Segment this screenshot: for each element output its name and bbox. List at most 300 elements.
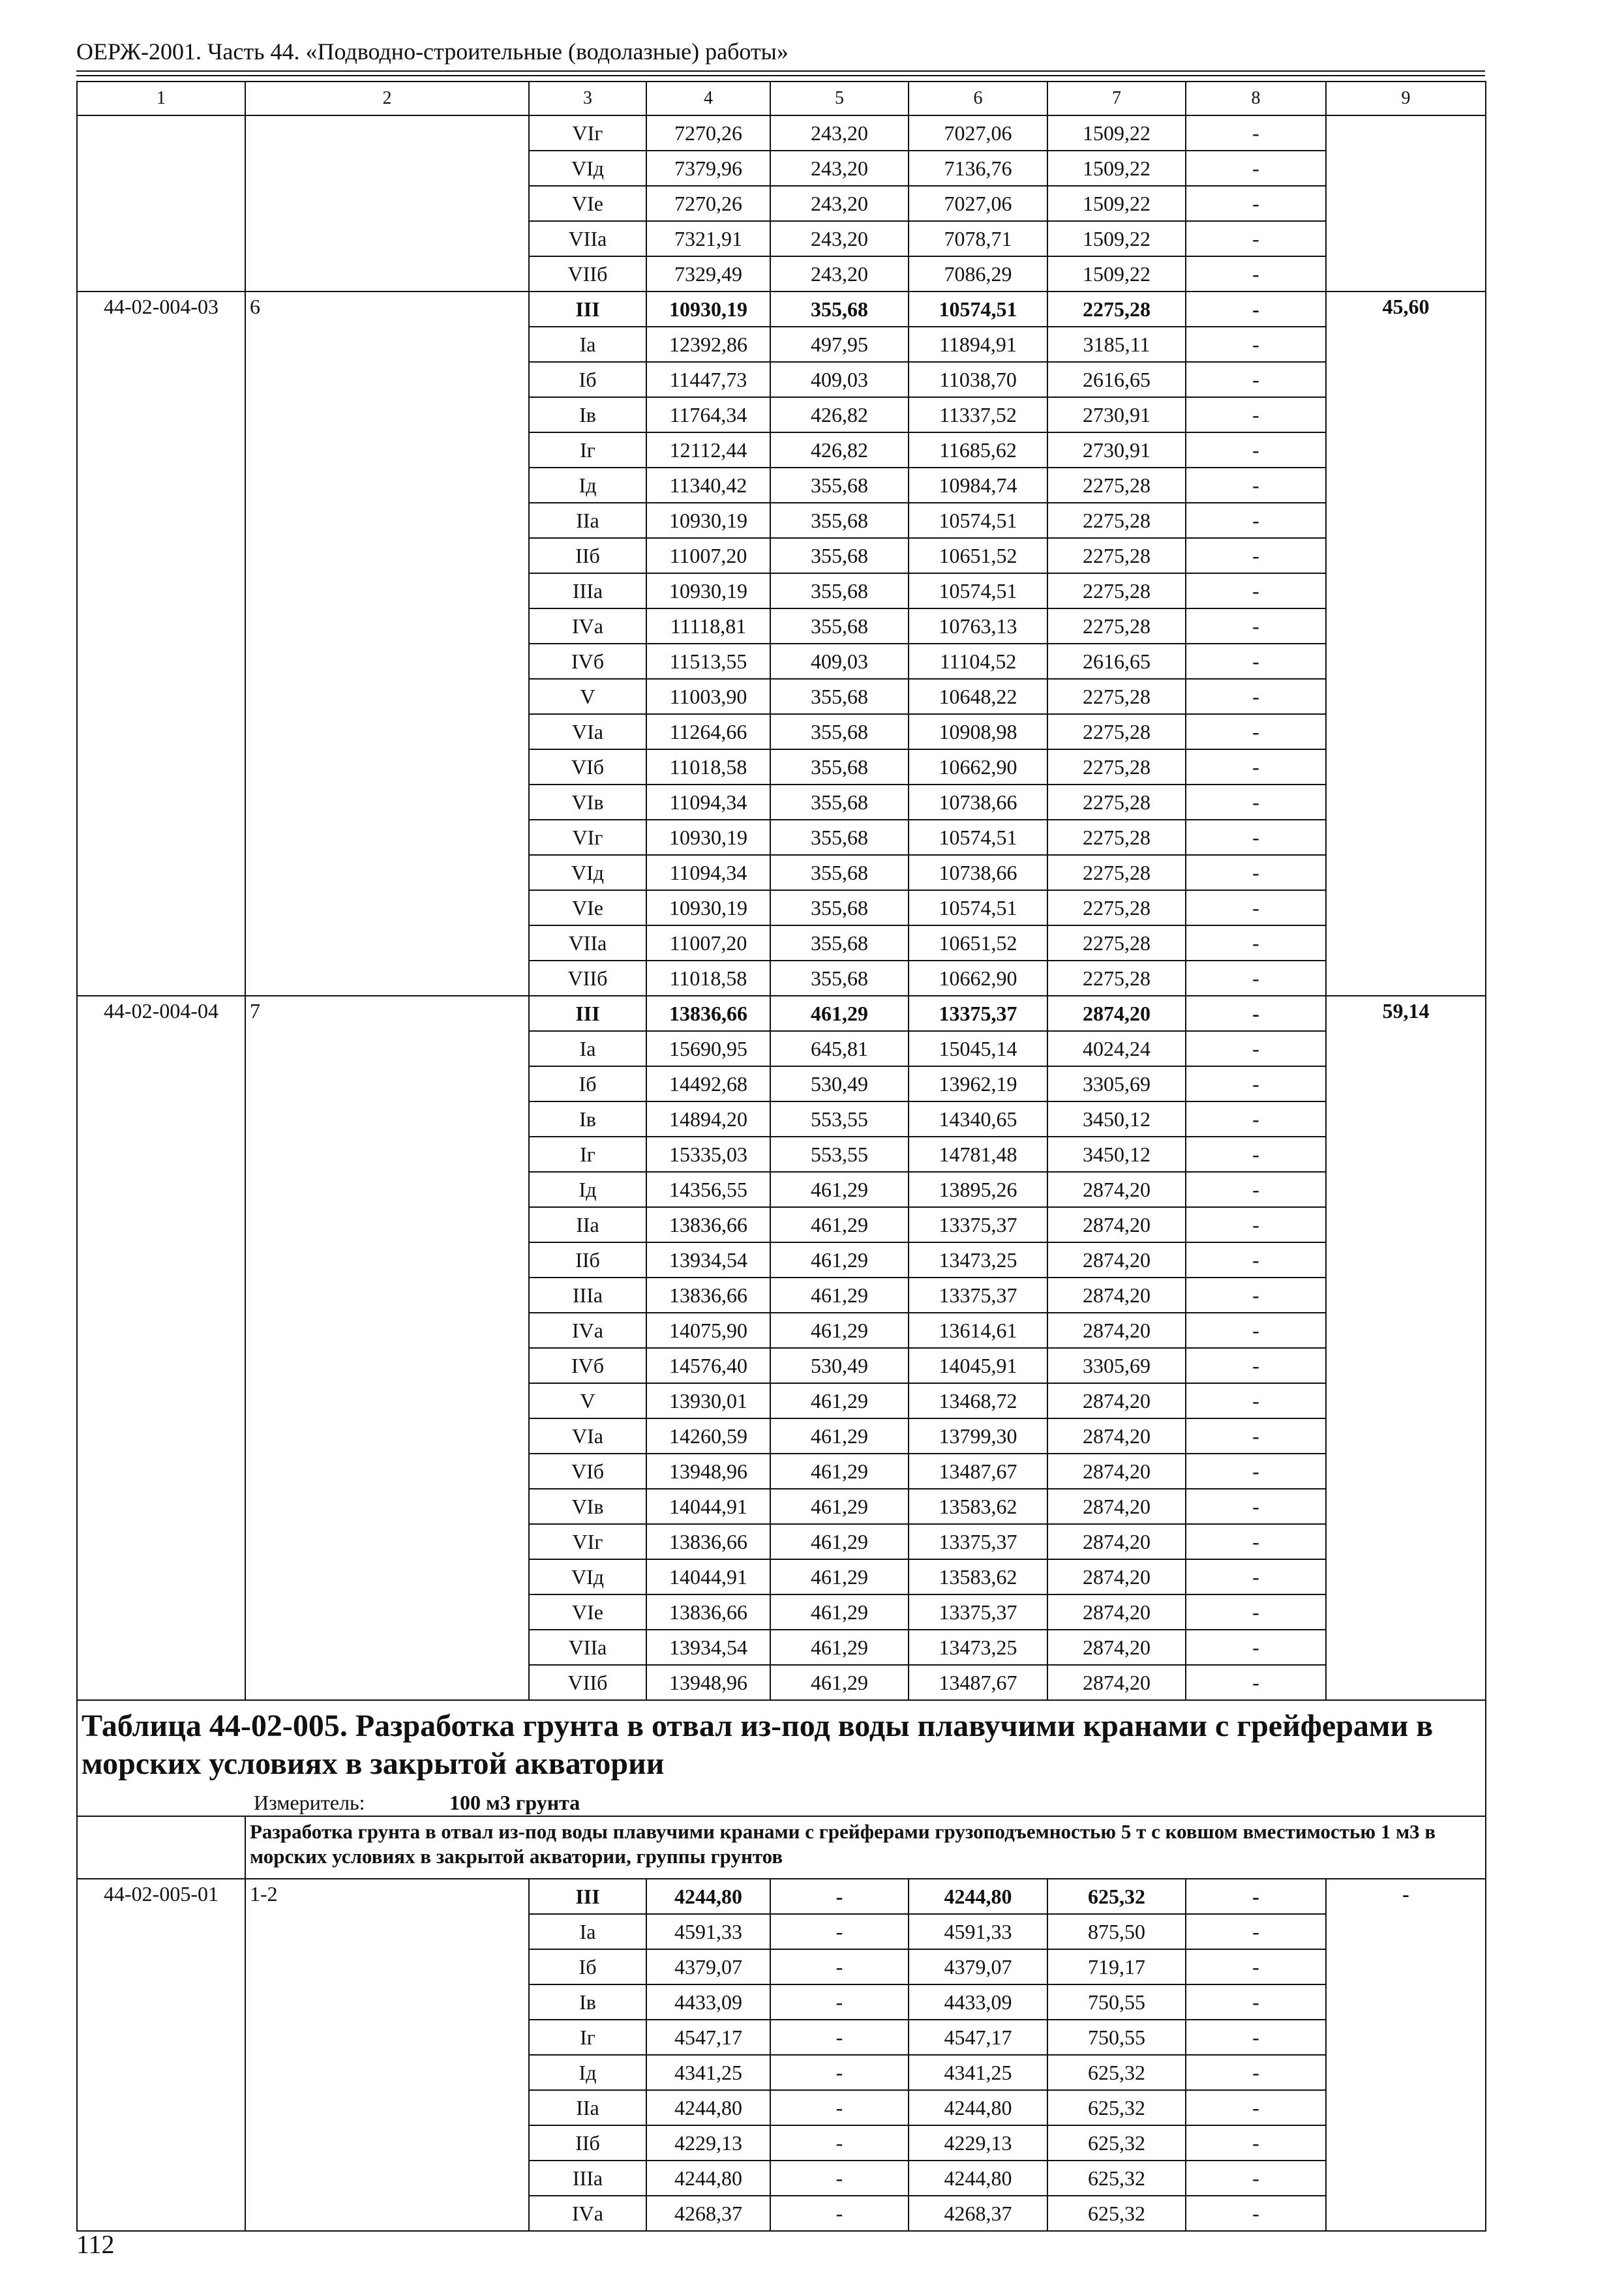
rate-name-cell: 1-2 bbox=[245, 1879, 529, 2231]
table-cell: 409,03 bbox=[770, 362, 909, 397]
table-cell: 4244,80 bbox=[646, 1879, 770, 1914]
table-cell: 11007,20 bbox=[646, 925, 770, 961]
header-rule-top bbox=[76, 70, 1485, 72]
table-cell: 355,68 bbox=[770, 503, 909, 538]
table-cell: Iв bbox=[529, 397, 646, 432]
table-cell: VIб bbox=[529, 1454, 646, 1489]
table-cell: 13836,66 bbox=[646, 1278, 770, 1313]
table-cell: 13614,61 bbox=[909, 1313, 1047, 1348]
table-cell: 461,29 bbox=[770, 1524, 909, 1559]
table-cell: VIд bbox=[529, 855, 646, 890]
column-number-cell: 3 bbox=[529, 82, 646, 115]
table-cell: - bbox=[1186, 608, 1326, 644]
table-cell: - bbox=[1186, 1914, 1326, 1949]
table-cell: 2275,28 bbox=[1047, 890, 1186, 925]
table-cell: 2275,28 bbox=[1047, 785, 1186, 820]
table-cell: 11894,91 bbox=[909, 327, 1047, 362]
table-cell: 750,55 bbox=[1047, 1984, 1186, 2020]
table-cell: Iб bbox=[529, 1949, 646, 1984]
table-cell: 243,20 bbox=[770, 115, 909, 151]
table-cell: - bbox=[1186, 2090, 1326, 2125]
table-cell: 1509,22 bbox=[1047, 151, 1186, 186]
table-cell: 2275,28 bbox=[1047, 538, 1186, 573]
table-cell: 3305,69 bbox=[1047, 1348, 1186, 1383]
table-cell: 2275,28 bbox=[1047, 468, 1186, 503]
column-number-cell: 5 bbox=[770, 82, 909, 115]
table-cell: 625,32 bbox=[1047, 2196, 1186, 2231]
column-number-cell: 7 bbox=[1047, 82, 1186, 115]
page-number: 112 bbox=[76, 2230, 115, 2259]
table-cell: 4433,09 bbox=[646, 1984, 770, 2020]
table-cell: 10930,19 bbox=[646, 503, 770, 538]
table-cell: 11104,52 bbox=[909, 644, 1047, 679]
table-cell: 13375,37 bbox=[909, 1594, 1047, 1630]
table-cell: 625,32 bbox=[1047, 1879, 1186, 1914]
table-cell: - bbox=[1186, 1665, 1326, 1700]
table-cell: 7086,29 bbox=[909, 256, 1047, 292]
table-cell: 13895,26 bbox=[909, 1172, 1047, 1207]
table-cell: 3450,12 bbox=[1047, 1101, 1186, 1137]
table-cell: 10763,13 bbox=[909, 608, 1047, 644]
table-row bbox=[77, 996, 1486, 1031]
table-cell: IIIа bbox=[529, 1278, 646, 1313]
table-cell: - bbox=[1186, 996, 1326, 1031]
table-cell: 10930,19 bbox=[646, 292, 770, 327]
table-cell: - bbox=[1186, 1559, 1326, 1594]
table-cell: - bbox=[1186, 1172, 1326, 1207]
table-cell: IVа bbox=[529, 1313, 646, 1348]
table-cell: - bbox=[1186, 1524, 1326, 1559]
table-cell: 355,68 bbox=[770, 749, 909, 785]
table-cell: Iд bbox=[529, 468, 646, 503]
table-cell: 4244,80 bbox=[909, 2090, 1047, 2125]
table-cell: 530,49 bbox=[770, 1066, 909, 1101]
column-number-cell: 2 bbox=[245, 82, 529, 115]
table-cell: 2730,91 bbox=[1047, 432, 1186, 468]
table-cell: 4268,37 bbox=[646, 2196, 770, 2231]
table-cell: 4433,09 bbox=[909, 1984, 1047, 2020]
table-cell: 10574,51 bbox=[909, 292, 1047, 327]
table-cell: 13468,72 bbox=[909, 1383, 1047, 1418]
table-cell: 13799,30 bbox=[909, 1418, 1047, 1454]
table-cell: 355,68 bbox=[770, 538, 909, 573]
table-cell: VIв bbox=[529, 785, 646, 820]
table-cell: 1509,22 bbox=[1047, 115, 1186, 151]
table-cell: VIа bbox=[529, 1418, 646, 1454]
table-cell: 11094,34 bbox=[646, 785, 770, 820]
table-cell: 11264,66 bbox=[646, 714, 770, 749]
table-cell: 10908,98 bbox=[909, 714, 1047, 749]
table-cell: 10930,19 bbox=[646, 820, 770, 855]
table-cell: VIг bbox=[529, 1524, 646, 1559]
table-cell: 355,68 bbox=[770, 679, 909, 714]
table-cell: III bbox=[529, 1879, 646, 1914]
table-cell: VIе bbox=[529, 890, 646, 925]
table-cell: 553,55 bbox=[770, 1137, 909, 1172]
table-cell: - bbox=[770, 1879, 909, 1914]
table-cell: 243,20 bbox=[770, 256, 909, 292]
table-cell: - bbox=[1186, 115, 1326, 151]
table-cell: 10574,51 bbox=[909, 503, 1047, 538]
table-cell: VIа bbox=[529, 714, 646, 749]
measure-line bbox=[82, 1790, 1480, 1815]
table-cell: 7027,06 bbox=[909, 115, 1047, 151]
table-cell: 13934,54 bbox=[646, 1242, 770, 1278]
table-cell: 2874,20 bbox=[1047, 1630, 1186, 1665]
table-cell: - bbox=[1186, 1242, 1326, 1278]
table-cell: 461,29 bbox=[770, 1172, 909, 1207]
table-cell: 10574,51 bbox=[909, 820, 1047, 855]
table-cell: IIIа bbox=[529, 573, 646, 608]
table-cell: 355,68 bbox=[770, 890, 909, 925]
table-cell: VIIа bbox=[529, 1630, 646, 1665]
table-cell: - bbox=[1186, 1348, 1326, 1383]
rate-code-cell bbox=[77, 115, 245, 292]
rate-code-cell: 44-02-004-03 bbox=[77, 292, 245, 996]
table-cell: 4229,13 bbox=[909, 2125, 1047, 2161]
table-cell: 13948,96 bbox=[646, 1454, 770, 1489]
table-cell: VIIа bbox=[529, 925, 646, 961]
table-cell: 11685,62 bbox=[909, 432, 1047, 468]
rate-col9-cell bbox=[1326, 115, 1486, 292]
table-cell: V bbox=[529, 1383, 646, 1418]
table-cell: 2275,28 bbox=[1047, 679, 1186, 714]
table-cell: Iа bbox=[529, 1031, 646, 1066]
table-cell: - bbox=[1186, 151, 1326, 186]
section-description: Разработка грунта в отвал из-под воды плавучими кранами с грейферами грузоподъемностью 5 т с ковшом вместимостью 1 м3 в морских условиях в закрытой акватории, группы грунтов bbox=[245, 1816, 1486, 1879]
table-cell: 13836,66 bbox=[646, 996, 770, 1031]
table-cell: 461,29 bbox=[770, 1454, 909, 1489]
table-cell: - bbox=[1186, 327, 1326, 362]
table-cell: IIIа bbox=[529, 2161, 646, 2196]
table-cell: 2275,28 bbox=[1047, 573, 1186, 608]
table-cell: 2730,91 bbox=[1047, 397, 1186, 432]
column-number-cell: 1 bbox=[77, 82, 245, 115]
table-cell: - bbox=[1186, 644, 1326, 679]
table-cell: 15045,14 bbox=[909, 1031, 1047, 1066]
table-cell: - bbox=[1186, 1489, 1326, 1524]
table-cell: - bbox=[1186, 538, 1326, 573]
table-cell: 13487,67 bbox=[909, 1454, 1047, 1489]
table-cell: - bbox=[1186, 1066, 1326, 1101]
table-cell: 4244,80 bbox=[909, 2161, 1047, 2196]
column-number-cell: 9 bbox=[1326, 82, 1486, 115]
table-cell: 461,29 bbox=[770, 1313, 909, 1348]
table-cell: - bbox=[1186, 573, 1326, 608]
rate-col9-cell: 59,14 bbox=[1326, 996, 1486, 1700]
table-cell: - bbox=[770, 1949, 909, 1984]
table-cell: 11118,81 bbox=[646, 608, 770, 644]
table-cell: 2874,20 bbox=[1047, 1207, 1186, 1242]
table-cell: - bbox=[1186, 925, 1326, 961]
table-cell: 10930,19 bbox=[646, 573, 770, 608]
table-cell: 4268,37 bbox=[909, 2196, 1047, 2231]
table-cell: 13948,96 bbox=[646, 1665, 770, 1700]
table-cell: 10651,52 bbox=[909, 538, 1047, 573]
table-cell: 7136,76 bbox=[909, 151, 1047, 186]
page-header-title: ОЕРЖ-2001. Часть 44. «Подводно-строительные (водолазные) работы» bbox=[76, 38, 789, 65]
section-title: Таблица 44-02-005. Разработка грунта в отвал из-под воды плавучими кранами с грейферами в морских условиях в закрытой акватории bbox=[82, 1709, 1434, 1781]
table-cell: 243,20 bbox=[770, 151, 909, 186]
table-cell: 4591,33 bbox=[909, 1914, 1047, 1949]
table-cell: 1509,22 bbox=[1047, 221, 1186, 256]
table-cell: Iв bbox=[529, 1984, 646, 2020]
table-cell: VIд bbox=[529, 151, 646, 186]
table-cell: 875,50 bbox=[1047, 1914, 1186, 1949]
table-cell: 625,32 bbox=[1047, 2161, 1186, 2196]
table-cell: 4547,17 bbox=[909, 2020, 1047, 2055]
table-cell: 11018,58 bbox=[646, 749, 770, 785]
table-cell: 4229,13 bbox=[646, 2125, 770, 2161]
table-cell: 461,29 bbox=[770, 1665, 909, 1700]
table-cell: - bbox=[1186, 2125, 1326, 2161]
table-cell: 13836,66 bbox=[646, 1594, 770, 1630]
table-cell: - bbox=[1186, 1454, 1326, 1489]
table-cell: - bbox=[770, 1914, 909, 1949]
table-cell: Iг bbox=[529, 1137, 646, 1172]
table-cell: - bbox=[1186, 1031, 1326, 1066]
table-cell: 14260,59 bbox=[646, 1418, 770, 1454]
table-cell: 461,29 bbox=[770, 1559, 909, 1594]
table-cell: 13836,66 bbox=[646, 1207, 770, 1242]
table-cell: III bbox=[529, 292, 646, 327]
table-cell: 7270,26 bbox=[646, 186, 770, 221]
table-cell: 10648,22 bbox=[909, 679, 1047, 714]
header-rule-bottom bbox=[76, 75, 1485, 76]
table-cell: 2874,20 bbox=[1047, 1489, 1186, 1524]
section-description-row bbox=[77, 1816, 1486, 1879]
table-cell: - bbox=[1186, 1101, 1326, 1137]
table-cell: - bbox=[770, 1984, 909, 2020]
table-cell: 14045,91 bbox=[909, 1348, 1047, 1383]
table-cell: 625,32 bbox=[1047, 2055, 1186, 2090]
table-cell: 11513,55 bbox=[646, 644, 770, 679]
table-cell: 243,20 bbox=[770, 221, 909, 256]
table-cell: 2874,20 bbox=[1047, 1242, 1186, 1278]
table-cell: 11764,34 bbox=[646, 397, 770, 432]
table-cell: 10651,52 bbox=[909, 925, 1047, 961]
table-cell: 2275,28 bbox=[1047, 608, 1186, 644]
description-blank-cell bbox=[77, 1816, 245, 1879]
table-cell: 4341,25 bbox=[646, 2055, 770, 2090]
table-cell: VIг bbox=[529, 820, 646, 855]
table-cell: 4024,24 bbox=[1047, 1031, 1186, 1066]
table-cell: 11094,34 bbox=[646, 855, 770, 890]
table-cell: 4547,17 bbox=[646, 2020, 770, 2055]
table-cell: 11038,70 bbox=[909, 362, 1047, 397]
table-cell: 2874,20 bbox=[1047, 1172, 1186, 1207]
table-cell: - bbox=[1186, 1879, 1326, 1914]
table-cell: 11340,42 bbox=[646, 468, 770, 503]
table-cell: 2874,20 bbox=[1047, 1524, 1186, 1559]
table-cell: 355,68 bbox=[770, 785, 909, 820]
table-cell: 3185,11 bbox=[1047, 327, 1186, 362]
column-number-cell: 6 bbox=[909, 82, 1047, 115]
table-cell: - bbox=[1186, 749, 1326, 785]
section-title-row bbox=[77, 1700, 1486, 1816]
table-cell: 243,20 bbox=[770, 186, 909, 221]
rate-col9-cell: - bbox=[1326, 1879, 1486, 2231]
table-cell: 4244,80 bbox=[646, 2090, 770, 2125]
measure-label: Измеритель: bbox=[254, 1791, 365, 1815]
table-row bbox=[77, 115, 1486, 151]
rate-code-cell: 44-02-005-01 bbox=[77, 1879, 245, 2231]
table-cell: IIб bbox=[529, 538, 646, 573]
table-cell: - bbox=[1186, 397, 1326, 432]
table-cell: VIIб bbox=[529, 961, 646, 996]
table-cell: 4591,33 bbox=[646, 1914, 770, 1949]
table-cell: Iд bbox=[529, 2055, 646, 2090]
table-cell: 355,68 bbox=[770, 468, 909, 503]
table-cell: 461,29 bbox=[770, 1418, 909, 1454]
table-cell: 14492,68 bbox=[646, 1066, 770, 1101]
table-cell: 10662,90 bbox=[909, 961, 1047, 996]
table-cell: 2874,20 bbox=[1047, 1383, 1186, 1418]
table-cell: 2874,20 bbox=[1047, 1418, 1186, 1454]
table-cell: - bbox=[1186, 1949, 1326, 1984]
table-cell: - bbox=[770, 2090, 909, 2125]
table-cell: 14576,40 bbox=[646, 1348, 770, 1383]
table-cell: 2874,20 bbox=[1047, 1454, 1186, 1489]
table-cell: - bbox=[1186, 221, 1326, 256]
table-cell: III bbox=[529, 996, 646, 1031]
table-row bbox=[77, 292, 1486, 327]
table-cell: Iа bbox=[529, 327, 646, 362]
table-cell: 2874,20 bbox=[1047, 1278, 1186, 1313]
table-cell: - bbox=[1186, 1630, 1326, 1665]
table-cell: 13930,01 bbox=[646, 1383, 770, 1418]
table-cell: 553,55 bbox=[770, 1101, 909, 1137]
table-cell: 10984,74 bbox=[909, 468, 1047, 503]
table-cell: VIIб bbox=[529, 256, 646, 292]
table-cell: - bbox=[1186, 1313, 1326, 1348]
table-cell: 14044,91 bbox=[646, 1489, 770, 1524]
table-cell: - bbox=[1186, 1278, 1326, 1313]
table-cell: VIб bbox=[529, 749, 646, 785]
table-cell: 2275,28 bbox=[1047, 961, 1186, 996]
table-cell: VIв bbox=[529, 1489, 646, 1524]
table-cell: IIб bbox=[529, 1242, 646, 1278]
table-cell: 13934,54 bbox=[646, 1630, 770, 1665]
table-cell: Iг bbox=[529, 2020, 646, 2055]
table-cell: 13487,67 bbox=[909, 1665, 1047, 1700]
table-cell: 4341,25 bbox=[909, 2055, 1047, 2090]
table-cell: 7270,26 bbox=[646, 115, 770, 151]
rate-name-cell bbox=[245, 115, 529, 292]
table-cell: IIа bbox=[529, 2090, 646, 2125]
rate-code-cell: 44-02-004-04 bbox=[77, 996, 245, 1700]
table-cell: 719,17 bbox=[1047, 1949, 1186, 1984]
table-cell: 625,32 bbox=[1047, 2090, 1186, 2125]
table-cell: 2616,65 bbox=[1047, 644, 1186, 679]
section-title-cell bbox=[77, 1700, 1486, 1816]
table-cell: 7027,06 bbox=[909, 186, 1047, 221]
table-cell: 461,29 bbox=[770, 1383, 909, 1418]
table-cell: Iб bbox=[529, 1066, 646, 1101]
table-cell: VIIа bbox=[529, 221, 646, 256]
table-cell: 4379,07 bbox=[909, 1949, 1047, 1984]
table-cell: 4244,80 bbox=[909, 1879, 1047, 1914]
table-cell: 10662,90 bbox=[909, 749, 1047, 785]
table-cell: 355,68 bbox=[770, 573, 909, 608]
table-cell: - bbox=[770, 2196, 909, 2231]
table-cell: - bbox=[1186, 432, 1326, 468]
table-cell: 426,82 bbox=[770, 432, 909, 468]
table-cell: 355,68 bbox=[770, 855, 909, 890]
table-cell: 13473,25 bbox=[909, 1630, 1047, 1665]
table-cell: 13473,25 bbox=[909, 1242, 1047, 1278]
column-number-row bbox=[77, 82, 1486, 115]
table-cell: 2616,65 bbox=[1047, 362, 1186, 397]
table-cell: 13375,37 bbox=[909, 1524, 1047, 1559]
table-cell: IIа bbox=[529, 1207, 646, 1242]
table-cell: Iг bbox=[529, 432, 646, 468]
table-cell: Iд bbox=[529, 1172, 646, 1207]
table-cell: - bbox=[1186, 468, 1326, 503]
table-cell: 10738,66 bbox=[909, 785, 1047, 820]
table-cell: 12392,86 bbox=[646, 327, 770, 362]
table-cell: 7078,71 bbox=[909, 221, 1047, 256]
table-cell: 355,68 bbox=[770, 608, 909, 644]
table-cell: 461,29 bbox=[770, 1242, 909, 1278]
table-cell: 13962,19 bbox=[909, 1066, 1047, 1101]
table-cell: 13375,37 bbox=[909, 1278, 1047, 1313]
table-cell: - bbox=[1186, 890, 1326, 925]
table-cell: 14781,48 bbox=[909, 1137, 1047, 1172]
table-cell: - bbox=[1186, 503, 1326, 538]
table-cell: 10574,51 bbox=[909, 890, 1047, 925]
table-cell: 11003,90 bbox=[646, 679, 770, 714]
column-number-cell: 4 bbox=[646, 82, 770, 115]
table-cell: 3450,12 bbox=[1047, 1137, 1186, 1172]
table-cell: VIIб bbox=[529, 1665, 646, 1700]
table-cell: 14894,20 bbox=[646, 1101, 770, 1137]
table-cell: 13375,37 bbox=[909, 996, 1047, 1031]
table-cell: 355,68 bbox=[770, 820, 909, 855]
table-cell: 2275,28 bbox=[1047, 820, 1186, 855]
table-cell: Iб bbox=[529, 362, 646, 397]
table-cell: V bbox=[529, 679, 646, 714]
table-cell: 7321,91 bbox=[646, 221, 770, 256]
table-cell: 11447,73 bbox=[646, 362, 770, 397]
table-cell: - bbox=[1186, 292, 1326, 327]
table-cell: 10930,19 bbox=[646, 890, 770, 925]
table-cell: - bbox=[770, 2125, 909, 2161]
table-cell: IVа bbox=[529, 608, 646, 644]
table-cell: 15335,03 bbox=[646, 1137, 770, 1172]
table-cell: 2874,20 bbox=[1047, 1313, 1186, 1348]
table-cell: 461,29 bbox=[770, 1278, 909, 1313]
table-cell: - bbox=[1186, 2196, 1326, 2231]
table-cell: IIб bbox=[529, 2125, 646, 2161]
table-cell: - bbox=[1186, 362, 1326, 397]
table-cell: IIа bbox=[529, 503, 646, 538]
rates-table bbox=[76, 81, 1486, 2232]
table-cell: 461,29 bbox=[770, 996, 909, 1031]
table-cell: 2275,28 bbox=[1047, 925, 1186, 961]
table-cell: 1509,22 bbox=[1047, 186, 1186, 221]
table-cell: 2275,28 bbox=[1047, 855, 1186, 890]
table-cell: IVб bbox=[529, 1348, 646, 1383]
table-cell: 2275,28 bbox=[1047, 714, 1186, 749]
table-cell: 10738,66 bbox=[909, 855, 1047, 890]
table-cell: - bbox=[770, 2020, 909, 2055]
table-cell: 461,29 bbox=[770, 1630, 909, 1665]
table-cell: 14044,91 bbox=[646, 1559, 770, 1594]
table-cell: 3305,69 bbox=[1047, 1066, 1186, 1101]
table-cell: - bbox=[1186, 714, 1326, 749]
table-cell: 750,55 bbox=[1047, 2020, 1186, 2055]
